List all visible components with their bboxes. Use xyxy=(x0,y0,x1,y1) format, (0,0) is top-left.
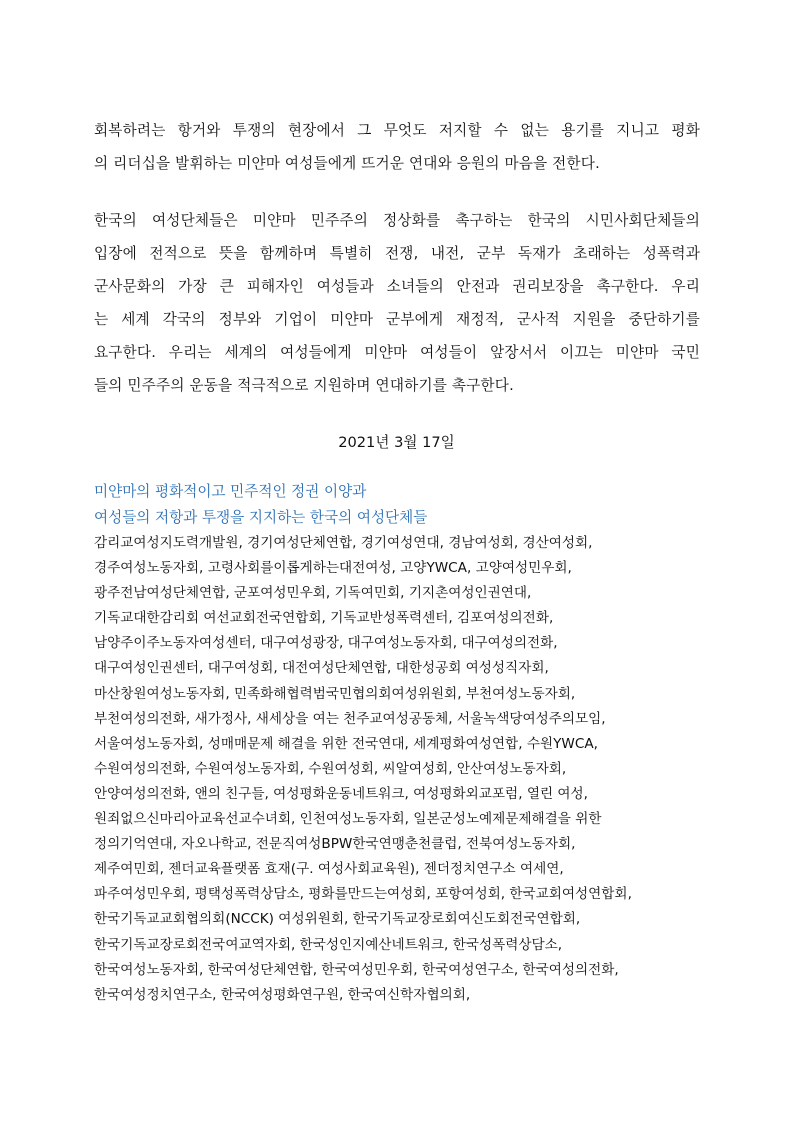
statement-paragraph-1 xyxy=(94,114,700,180)
paragraph-line: 들의 민주주의 운동을 적극적으로 지원하며 연대하기를 촉구한다. xyxy=(94,377,514,394)
signatory-line: 서울여성노동자회, 성매매문제 해결을 위한 전국연대, 세계평화여성연합, 수원YWCA, xyxy=(94,735,598,752)
paragraph-line: 한국의 여성단체들은 미얀마 민주주의 정상화를 촉구하는 한국의 시민사회단체들의 xyxy=(94,212,700,229)
signatory-line: 제주여민회, 젠더교육플랫폼 효재(구. 여성사회교육원), 젠더정치연구소 여세연, xyxy=(94,861,564,878)
signatories-heading-line-1: 미얀마의 평화적이고 민주적인 정권 이양과 xyxy=(94,483,367,500)
signatory-line: 한국기독교교회협의회(NCCK) 여성위원회, 한국기독교장로회여신도회전국연합회, xyxy=(94,911,581,928)
paragraph-line: 의 리더십을 발휘하는 미얀마 여성들에게 뜨거운 연대와 응원의 마음을 전한다. xyxy=(94,155,600,172)
signatory-line: 정의기억연대, 자오나학교, 전문직여성BPW한국연맹춘천클럽, 전북여성노동자회, xyxy=(94,836,576,853)
signatory-line: 파주여성민우회, 평택성폭력상담소, 평화를만드는여성회, 포항여성회, 한국교회여성연합회, xyxy=(94,886,632,903)
signatory-line: 남양주이주노동자여성센터, 대구여성광장, 대구여성노동자회, 대구여성의전화, xyxy=(94,635,558,652)
statement-date: 2021년 3월 17일 xyxy=(338,434,455,451)
statement-paragraph-2 xyxy=(94,204,700,402)
signatory-line: 원죄없으신마리아교육선교수녀회, 인천여성노동자회, 일본군성노예제문제해결을 위한 xyxy=(94,811,602,828)
signatory-line: 경주여성노동자회, 고령사회를이롭게하는대전여성, 고양YWCA, 고양여성민우회, xyxy=(94,560,572,577)
paragraph-line: 회복하려는 항거와 투쟁의 현장에서 그 무엇도 저지할 수 없는 용기를 지니고 평화 xyxy=(94,122,700,139)
signatory-line: 한국여성노동자회, 한국여성단체연합, 한국여성민우회, 한국여성연구소, 한국여성의전화, xyxy=(94,961,619,978)
paragraph-line: 요구한다. 우리는 세계의 여성들에게 미얀마 여성들이 앞장서서 이끄는 미얀마 국민 xyxy=(94,344,700,361)
signatory-line: 마산창원여성노동자회, 민족화해협력범국민협의회여성위원회, 부천여성노동자회, xyxy=(94,685,576,702)
paragraph-line: 군사문화의 가장 큰 피해자인 여성들과 소녀들의 안전과 권리보장을 촉구한다. 우리 xyxy=(94,278,700,295)
paragraph-line: 입장에 전적으로 뜻을 함께하며 특별히 전쟁, 내전, 군부 독재가 초래하는 성폭력과 xyxy=(94,245,700,262)
signatory-line: 안양여성의전화, 앤의 친구들, 여성평화운동네트워크, 여성평화외교포럼, 열린 여성, xyxy=(94,785,589,802)
signatory-line: 한국기독교장로회전국여교역자회, 한국성인지예산네트워크, 한국성폭력상담소, xyxy=(94,936,563,953)
signatory-list xyxy=(94,531,714,1008)
signatory-line: 기독교대한감리회 여선교회전국연합회, 기독교반성폭력센터, 김포여성의전화, xyxy=(94,610,554,627)
paragraph-line: 는 세계 각국의 정부와 기업이 미얀마 군부에게 재정적, 군사적 지원을 중단하기를 xyxy=(94,311,700,328)
signatory-line: 한국여성정치연구소, 한국여성평화연구원, 한국여신학자협의회, xyxy=(94,986,471,1003)
signatory-line: 대구여성인권센터, 대구여성회, 대전여성단체연합, 대한성공회 여성성직자회, xyxy=(94,660,549,677)
signatory-line: 수원여성의전화, 수원여성노동자회, 수원여성회, 씨알여성회, 안산여성노동자회, xyxy=(94,760,567,777)
signatories-heading-line-2: 여성들의 저항과 투쟁을 지지하는 한국의 여성단체들 xyxy=(94,509,428,526)
signatory-line: 광주전남여성단체연합, 군포여성민우회, 기독여민회, 기지촌여성인권연대, xyxy=(94,585,532,602)
signatory-line: 부천여성의전화, 새가정사, 새세상을 여는 천주교여성공동체, 서울녹색당여성주의모임, xyxy=(94,710,606,727)
signatory-line: 감리교여성지도력개발원, 경기여성단체연합, 경기여성연대, 경남여성회, 경산여성회, xyxy=(94,535,593,551)
